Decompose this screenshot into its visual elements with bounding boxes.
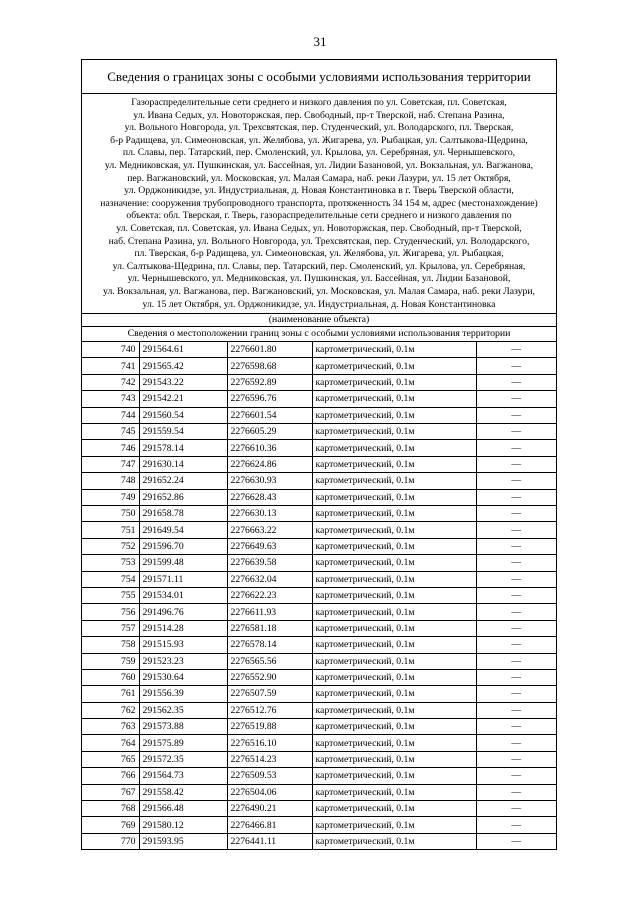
x-coordinate-cell: 291652.24 (139, 473, 227, 489)
table-row (82, 817, 556, 833)
object-description (82, 94, 556, 314)
table-row (82, 637, 556, 653)
point-number-cell: 753 (82, 555, 139, 571)
description-cell: — (476, 686, 556, 702)
point-number-cell: 768 (82, 801, 139, 817)
x-coordinate-cell: 291558.42 (139, 784, 227, 800)
point-number-cell: 765 (82, 751, 139, 767)
y-coordinate-cell: 2276592.89 (227, 374, 312, 390)
point-number-cell: 741 (82, 358, 139, 374)
method-cell: картометрический, 0.1м (312, 555, 476, 571)
description-cell: — (476, 784, 556, 800)
method-cell: картометрический, 0.1м (312, 374, 476, 390)
method-cell: картометрический, 0.1м (312, 358, 476, 374)
table-row (82, 801, 556, 817)
x-coordinate-cell: 291559.54 (139, 424, 227, 440)
method-cell: картометрический, 0.1м (312, 473, 476, 489)
point-number-cell: 749 (82, 489, 139, 505)
point-number-cell: 747 (82, 456, 139, 472)
y-coordinate-cell: 2276601.80 (227, 342, 312, 358)
description-cell: — (476, 735, 556, 751)
x-coordinate-cell: 291571.11 (139, 571, 227, 587)
method-cell: картометрический, 0.1м (312, 407, 476, 423)
x-coordinate-cell: 291542.21 (139, 391, 227, 407)
table-row (82, 735, 556, 751)
table-row (82, 506, 556, 522)
x-coordinate-cell: 291572.35 (139, 751, 227, 767)
description-cell: — (476, 391, 556, 407)
table-row (82, 669, 556, 685)
table-row (82, 751, 556, 767)
y-coordinate-cell: 2276519.88 (227, 719, 312, 735)
description-cell: — (476, 620, 556, 636)
y-coordinate-cell: 2276516.10 (227, 735, 312, 751)
point-number-cell: 748 (82, 473, 139, 489)
coordinates-table (82, 342, 556, 849)
method-cell: картометрический, 0.1м (312, 833, 476, 849)
table-row (82, 538, 556, 554)
x-coordinate-cell: 291564.73 (139, 768, 227, 784)
table-row (82, 653, 556, 669)
method-cell: картометрический, 0.1м (312, 801, 476, 817)
y-coordinate-cell: 2276598.68 (227, 358, 312, 374)
method-cell: картометрический, 0.1м (312, 604, 476, 620)
method-cell: картометрический, 0.1м (312, 653, 476, 669)
description-line: ул. Орджоникидзе, ул. Индустриальная, д. Новая Константиновка в г. Тверь Тверской области, (124, 185, 514, 197)
point-number-cell: 764 (82, 735, 139, 751)
table-row (82, 489, 556, 505)
method-cell: картометрический, 0.1м (312, 735, 476, 751)
point-number-cell: 740 (82, 342, 139, 358)
x-coordinate-cell: 291649.54 (139, 522, 227, 538)
method-cell: картометрический, 0.1м (312, 538, 476, 554)
y-coordinate-cell: 2276581.18 (227, 620, 312, 636)
point-number-cell: 755 (82, 587, 139, 603)
description-line: наб. Степана Разина, ул. Вольного Новгорода, ул. Трехсвятская, пер. Студенческий, ул. Володарского, (108, 235, 530, 247)
x-coordinate-cell: 291496.76 (139, 604, 227, 620)
table-row (82, 440, 556, 456)
y-coordinate-cell: 2276605.29 (227, 424, 312, 440)
x-coordinate-cell: 291580.12 (139, 817, 227, 833)
description-line: Газораспределительные сети среднего и низкого давления по ул. Советская, пл. Советская, (131, 97, 507, 108)
table-row (82, 620, 556, 636)
y-coordinate-cell: 2276611.93 (227, 604, 312, 620)
description-cell: — (476, 637, 556, 653)
description-line: назначение: сооружения трубопроводного транспорта, протяженность 34 154 м, адрес (местонахождение) (100, 197, 538, 209)
method-cell: картометрический, 0.1м (312, 391, 476, 407)
y-coordinate-cell: 2276624.86 (227, 456, 312, 472)
x-coordinate-cell: 291630.14 (139, 456, 227, 472)
description-cell: — (476, 587, 556, 603)
point-number-cell: 744 (82, 407, 139, 423)
y-coordinate-cell: 2276639.58 (227, 555, 312, 571)
x-coordinate-cell: 291514.28 (139, 620, 227, 636)
description-cell: — (476, 538, 556, 554)
object-name-label: (наименование объекта) (82, 314, 556, 327)
x-coordinate-cell: 291543.22 (139, 374, 227, 390)
description-cell: — (476, 801, 556, 817)
point-number-cell: 751 (82, 522, 139, 538)
point-number-cell: 769 (82, 817, 139, 833)
x-coordinate-cell: 291575.89 (139, 735, 227, 751)
description-cell: — (476, 833, 556, 849)
x-coordinate-cell: 291523.23 (139, 653, 227, 669)
point-number-cell: 756 (82, 604, 139, 620)
table-row (82, 702, 556, 718)
point-number-cell: 754 (82, 571, 139, 587)
method-cell: картометрический, 0.1м (312, 440, 476, 456)
table-row (82, 473, 556, 489)
description-cell: — (476, 669, 556, 685)
description-cell: — (476, 473, 556, 489)
y-coordinate-cell: 2276663.22 (227, 522, 312, 538)
description-cell: — (476, 604, 556, 620)
description-cell: — (476, 407, 556, 423)
table-row (82, 555, 556, 571)
description-line: б-р Радищева, ул. Симеоновская, ул. Желябова, ул. Жигарева, ул. Рыбацкая, ул. Салтыкова-Щедрина, (110, 134, 528, 146)
point-number-cell: 750 (82, 506, 139, 522)
y-coordinate-cell: 2276509.53 (227, 768, 312, 784)
description-cell: — (476, 374, 556, 390)
description-cell: — (476, 555, 556, 571)
table-row (82, 374, 556, 390)
point-number-cell: 760 (82, 669, 139, 685)
x-coordinate-cell: 291564.61 (139, 342, 227, 358)
x-coordinate-cell: 291560.54 (139, 407, 227, 423)
x-coordinate-cell: 291530.64 (139, 669, 227, 685)
table-row (82, 456, 556, 472)
table-row (82, 358, 556, 374)
y-coordinate-cell: 2276630.93 (227, 473, 312, 489)
description-line: пер. Вагжановский, ул. Московская, ул. Малая Самара, наб. реки Лазури, ул. 15 лет Октября, (127, 172, 511, 184)
point-number-cell: 763 (82, 719, 139, 735)
point-number-cell: 759 (82, 653, 139, 669)
x-coordinate-cell: 291556.39 (139, 686, 227, 702)
method-cell: картометрический, 0.1м (312, 637, 476, 653)
point-number-cell: 745 (82, 424, 139, 440)
table-row (82, 391, 556, 407)
y-coordinate-cell: 2276441.11 (227, 833, 312, 849)
point-number-cell: 770 (82, 833, 139, 849)
y-coordinate-cell: 2276622.23 (227, 587, 312, 603)
description-cell: — (476, 342, 556, 358)
point-number-cell: 742 (82, 374, 139, 390)
x-coordinate-cell: 291658.78 (139, 506, 227, 522)
y-coordinate-cell: 2276512.76 (227, 702, 312, 718)
method-cell: картометрический, 0.1м (312, 456, 476, 472)
description-line: ул. Чернышевского, ул. Медниковская, ул. Пушкинская, ул. Бассейная, ул. Лидии Базановой, (127, 273, 511, 285)
x-coordinate-cell: 291578.14 (139, 440, 227, 456)
description-cell: — (476, 768, 556, 784)
y-coordinate-cell: 2276466.81 (227, 817, 312, 833)
x-coordinate-cell: 291573.88 (139, 719, 227, 735)
y-coordinate-cell: 2276490.21 (227, 801, 312, 817)
x-coordinate-cell: 291566.48 (139, 801, 227, 817)
point-number-cell: 752 (82, 538, 139, 554)
description-cell: — (476, 817, 556, 833)
description-line: ул. Вокзальная, ул. Вагжанова, пер. Вагжановский, ул. Московская, ул. Малая Самара, наб. реки Лазури, (103, 285, 535, 297)
table-row (82, 571, 556, 587)
description-cell: — (476, 424, 556, 440)
document-title: Сведения о границах зоны с особыми условиями использования территории (82, 60, 556, 94)
description-cell: — (476, 653, 556, 669)
description-line: ул. Медниковская, ул. Пушкинская, ул. Бассейная, ул. Лидии Базановой, ул. Вокзальная, ул. Вагжанова, (104, 159, 534, 171)
description-line: ул. Советская, пл. Советская, ул. Ивана Седых, ул. Новоторжская, пер. Свободный, пр-т Тверской, (116, 222, 522, 234)
table-row (82, 587, 556, 603)
point-number-cell: 766 (82, 768, 139, 784)
point-number-cell: 761 (82, 686, 139, 702)
point-number-cell: 758 (82, 637, 139, 653)
description-cell: — (476, 358, 556, 374)
method-cell: картометрический, 0.1м (312, 768, 476, 784)
description-line: ул. Ивана Седых, ул. Новоторжская, пер. Свободный, пр-т Тверской, наб. Степана Разина, (133, 109, 505, 121)
x-coordinate-cell: 291515.93 (139, 637, 227, 653)
description-cell: — (476, 751, 556, 767)
method-cell: картометрический, 0.1м (312, 571, 476, 587)
table-row (82, 768, 556, 784)
table-row (82, 407, 556, 423)
x-coordinate-cell: 291652.86 (139, 489, 227, 505)
method-cell: картометрический, 0.1м (312, 817, 476, 833)
description-line: пл. Славы, пер. Татарский, пер. Смоленский, ул. Крылова, ул. Серебряная, ул. Чернышевского, (122, 147, 516, 159)
method-cell: картометрический, 0.1м (312, 686, 476, 702)
method-cell: картометрический, 0.1м (312, 719, 476, 735)
description-cell: — (476, 456, 556, 472)
x-coordinate-cell: 291593.95 (139, 833, 227, 849)
table-row (82, 604, 556, 620)
x-coordinate-cell: 291596.70 (139, 538, 227, 554)
point-number-cell: 762 (82, 702, 139, 718)
y-coordinate-cell: 2276601.54 (227, 407, 312, 423)
method-cell: картометрический, 0.1м (312, 424, 476, 440)
method-cell: картометрический, 0.1м (312, 342, 476, 358)
point-number-cell: 743 (82, 391, 139, 407)
description-line: ул. Вольного Новгорода, ул. Трехсвятская, пер. Студенческий, ул. Володарского, пл. Тверская, (124, 122, 514, 134)
y-coordinate-cell: 2276507.59 (227, 686, 312, 702)
y-coordinate-cell: 2276578.14 (227, 637, 312, 653)
y-coordinate-cell: 2276632.04 (227, 571, 312, 587)
method-cell: картометрический, 0.1м (312, 506, 476, 522)
description-line: ул. 15 лет Октября, ул. Орджоникидзе, ул. Индустриальная, д. Новая Константиновка (142, 298, 496, 310)
x-coordinate-cell: 291562.35 (139, 702, 227, 718)
method-cell: картометрический, 0.1м (312, 489, 476, 505)
method-cell: картометрический, 0.1м (312, 702, 476, 718)
y-coordinate-cell: 2276610.36 (227, 440, 312, 456)
y-coordinate-cell: 2276649.63 (227, 538, 312, 554)
point-number-cell: 757 (82, 620, 139, 636)
point-number-cell: 767 (82, 784, 139, 800)
page-number: 31 (313, 34, 327, 49)
method-cell: картометрический, 0.1м (312, 669, 476, 685)
method-cell: картометрический, 0.1м (312, 620, 476, 636)
description-cell: — (476, 440, 556, 456)
description-cell: — (476, 571, 556, 587)
description-cell: — (476, 506, 556, 522)
method-cell: картометрический, 0.1м (312, 522, 476, 538)
section-header: Сведения о местоположении границ зоны с особыми условиями использования территории (82, 327, 556, 342)
table-row (82, 424, 556, 440)
zone-boundary-document (81, 59, 557, 850)
y-coordinate-cell: 2276504.06 (227, 784, 312, 800)
table-row (82, 833, 556, 849)
point-number-cell: 746 (82, 440, 139, 456)
x-coordinate-cell: 291565.42 (139, 358, 227, 374)
table-row (82, 719, 556, 735)
description-cell: — (476, 719, 556, 735)
table-row (82, 686, 556, 702)
method-cell: картометрический, 0.1м (312, 784, 476, 800)
description-line: объекта: обл. Тверская, г. Тверь, газораспределительные сети среднего и низкого давления по (126, 210, 512, 222)
description-cell: — (476, 489, 556, 505)
table-row (82, 342, 556, 358)
x-coordinate-cell: 291534.01 (139, 587, 227, 603)
y-coordinate-cell: 2276514.23 (227, 751, 312, 767)
method-cell: картометрический, 0.1м (312, 751, 476, 767)
y-coordinate-cell: 2276596.76 (227, 391, 312, 407)
y-coordinate-cell: 2276630.13 (227, 506, 312, 522)
description-cell: — (476, 702, 556, 718)
x-coordinate-cell: 291599.48 (139, 555, 227, 571)
description-cell: — (476, 522, 556, 538)
y-coordinate-cell: 2276628.43 (227, 489, 312, 505)
description-line: ул. Салтыкова-Щедрина, пл. Славы, пер. Татарский, пер. Смоленский, ул. Крылова, ул. Серебряная, (112, 260, 526, 272)
y-coordinate-cell: 2276552.90 (227, 669, 312, 685)
description-line: пл. Тверская, б-р Радищева, ул. Симеоновская, ул. Желябова, ул. Жигарева, ул. Рыбацкая, (134, 248, 504, 260)
y-coordinate-cell: 2276565.56 (227, 653, 312, 669)
table-row (82, 784, 556, 800)
method-cell: картометрический, 0.1м (312, 587, 476, 603)
table-row (82, 522, 556, 538)
